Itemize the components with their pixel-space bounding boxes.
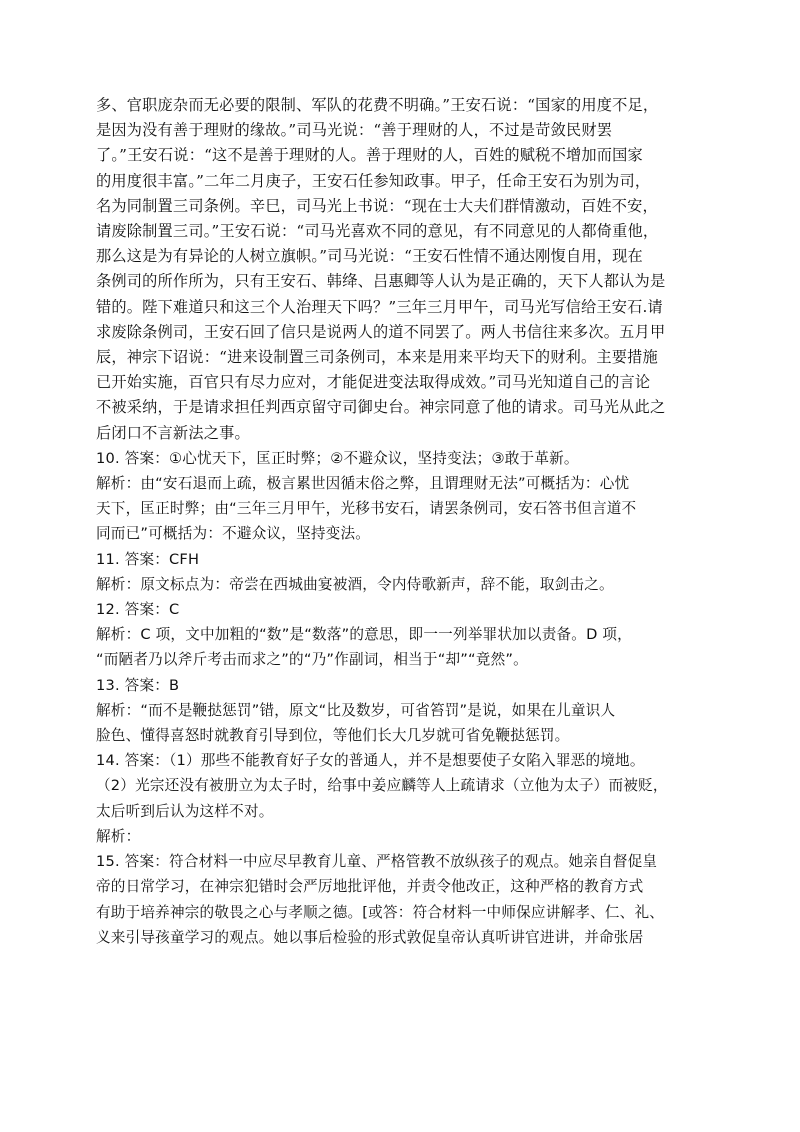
answer-10-analysis-line: 解析：由“安石退而上疏，极言累世因循末俗之弊，且谓理财无法”可概括为：心忧 xyxy=(96,475,630,493)
translation-line: 那么这是为有异论的人树立旗帜。”司马光说：“王安石性情不通达刚愎自用，现在 xyxy=(96,247,643,266)
translation-line: 条例司的所作所为，只有王安石、韩绛、吕惠卿等人认为是正确的，天下人都认为是 xyxy=(96,272,666,291)
answer-11-analysis-line: 解析：原文标点为：帝尝在西城曲宴被酒，令内侍歌新声，辞不能，取剑击之。 xyxy=(96,575,614,593)
answer-14-analysis-label: 解析： xyxy=(96,827,141,845)
translation-line: 已开始实施，百官只有尽力应对，才能促进变法取得成效。”司马光知道自己的言论 xyxy=(96,373,651,392)
answer-10-analysis-line: 同而已”可概括为：不避众议，坚持变法。 xyxy=(96,525,371,543)
translation-line: 名为同制置三司条例。辛巳，司马光上书说：“现在士大夫们群情激动，百姓不安， xyxy=(96,196,658,215)
translation-line: 辰，神宗下诏说：“进来设制置三司条例司，本来是用来平均天下的财利。主要措施 xyxy=(96,348,658,367)
answer-13-analysis-line: 脸色、懂得喜怒时就教育引导到位，等他们长大几岁就可省免鞭挞惩罚。 xyxy=(96,727,570,745)
translation-line: 请废除制置三司。”王安石说：“司马光喜欢不同的意见，有不同意见的人都倚重他， xyxy=(96,222,659,241)
answer-13-heading: 13. 答案：B xyxy=(96,676,180,694)
answer-11-heading: 11. 答案：CFH xyxy=(96,550,200,568)
translation-line: 多、官职庞杂而无必要的限制、军队的花费不明确。”王安石说：“国家的用度不足， xyxy=(96,96,659,114)
answer-14-answer-line: （2）光宗还没有被册立为太子时，给事中姜应麟等人上疏请求（立他为太子）而被贬， xyxy=(96,777,668,795)
answer-13-analysis-line: 解析：“而不是鞭挞惩罚”错，原文“比及数岁，可省笞罚”是说，如果在儿童识人 xyxy=(96,701,616,719)
answer-15-answer-line: 帝的日常学习，在神宗犯错时会严厉地批评他，并责令他改正，这种严格的教育方式 xyxy=(96,878,644,896)
translation-line: 不被采纳，于是请求担任判西京留守司御史台。神宗同意了他的请求。司马光从此之 xyxy=(96,398,666,417)
answer-10-heading: 10. 答案：①心忧天下，匡正时弊；②不避众议，坚持变法；③敢于革新。 xyxy=(96,449,579,467)
translation-line: 的用度很丰富。”二年二月庚子，王安石任参知政事。甲子，任命王安石为别为司， xyxy=(96,171,651,190)
translation-line: 错的。陛下难道只和这三个人治理天下吗？”三年三月甲午，司马光写信给王安石.请 xyxy=(96,297,663,316)
answer-14-heading: 14. 答案：（1）那些不能教育好子女的普通人，并不是想要使子女陷入罪恶的境地。 xyxy=(96,752,645,770)
answer-12-analysis-line: “而陋者乃以斧斤考击而求之”的“乃”作副词，相当于“却”“竟然”。 xyxy=(96,651,528,669)
answer-10-analysis-line: 天下，匡正时弊；由“三年三月甲午，光移书安石，请罢条例司，安石答书但言道不 xyxy=(96,500,637,518)
answer-12-analysis-line: 解析：C 项，文中加粗的“数”是“数落”的意思，即一一列举罪状加以责备。D 项， xyxy=(96,626,632,644)
translation-passage xyxy=(96,93,721,446)
answer-14-answer-line: 太后听到后认为这样不对。 xyxy=(96,802,274,820)
document-page xyxy=(96,93,721,950)
translation-line: 后闭口不言新法之事。 xyxy=(96,423,250,442)
answer-15-heading: 15. 答案：符合材料一中应尽早教育儿童、严格管教不放纵孩子的观点。她亲自督促皇 xyxy=(96,853,658,871)
translation-line: 求废除条例司，王安石回了信只是说两人的道不同罢了。两人书信往来多次。五月甲 xyxy=(96,322,666,341)
answer-12-heading: 12. 答案：C xyxy=(96,601,180,619)
answer-15-answer-line: 义来引导孩童学习的观点。她以事后检验的形式敦促皇帝认真听讲官进讲，并命张居 xyxy=(96,928,644,946)
answer-15-answer-line: 有助于培养神宗的敬畏之心与孝顺之德。[或答：符合材料一中师保应讲解孝、仁、礼、 xyxy=(96,903,665,921)
translation-line: 是因为没有善于理财的缘故。”司马光说：“善于理财的人，不过是苛敛民财罢 xyxy=(96,121,613,140)
translation-line: 了。”王安石说：“这不是善于理财的人。善于理财的人，百姓的赋税不增加而国家 xyxy=(96,146,643,165)
answer-section xyxy=(96,446,721,950)
